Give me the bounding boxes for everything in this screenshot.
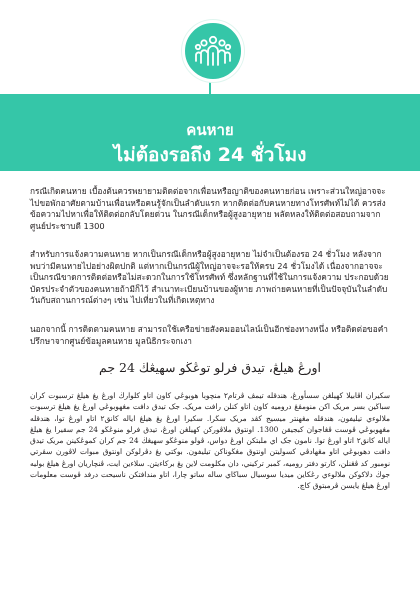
thai-paragraph-2: สำหรับการแจ้งความคนหาย หากเป็นกรณีเด็กหรือผู้สูงอายุหาย ไม่จำเป็นต้องรอ 24 ชั่วโมง หลังจากพบว่ามีคนหายไปอย่างผิดปกติ แต่หากเป็นกรณีผู้ใหญ่อาจจะรอให้ครบ 24 ชั่วโมงได้ เนื่องจากอาจจะเป็นกรณีขาดการติดต่อหรือไม่สะดวกในการใช้โทรศัพท์ ซึ่งหลักฐานที่ใช้ในการแจ้งความ ประกอบด้วย บัตรประจำตัวของคนหายถ้ามีก็ไว้ สำเนาทะเบียนบ้านของผู้หาย ภาพถ่ายคนหายที่เป็นปัจจุบันในลำดับวันกับสถานการณ์ต่างๆ เช่น ไปเที่ยวในที่เกิดเหตุทาง — [30, 249, 389, 306]
page-title-line2: ไม่ต้องรอถึง 24 ชั่วโมง — [113, 144, 307, 166]
page-title-line1: คนหาย — [186, 121, 234, 139]
thai-paragraph-1: กรณีเกิดคนหาย เบื้องต้นควรพยายามติดต่อจากเพื่อนหรือญาติของคนหายก่อน เพราะส่วนใหญ่อาจจะไปขอพักอาศัยตามบ้านเพื่อนหรือคนรู้จักเป็นลำดับแรก หากติดต่อกับคนหายทางโทรศัพท์ไม่ได้ ควรส่งข้อความไปหาเพื่อให้ติดต่อกลับโดยด่วน ในกรณีเด็กหรือผู้สูงอายุหาย พลัดหลงให้ติดต่อสอบถามจากศูนย์ประชาบดี 1300 — [30, 186, 386, 231]
jawi-heading: اورڠ هيلڠ، تيدق فرلو توڠڬو سهيڠڬ 24 جم — [99, 360, 321, 375]
people-group-icon — [182, 20, 244, 82]
jawi-paragraph: سکيران اڤابيلا کهيلڠن سسأورڠ، هندقله تيمڤ ڤرتام٢ منچوبا هوبوڠي کاون اتاو کلوارڬ اورڠ يڠ هيلڠ ترسبوت کران سباڬين بسر مريک اکن منومڤڠ دروميه کاون اتاو کنلن رافت مريک. جک تيدق دافت مڠهوبوڠي اورڠ يڠ هيلڠ ترسبوت ملالوءي تيليفون، هندقله مڠهنتر ميسيج کڤد مريک سڬرا. سکيرا اورڠ يڠ هيلڠ اياله کانق٢ اتاو اورڠ توا، هندقله مڠهوبوڠي ڤوست ڤڠاجوان کبجيقن 1300. اونتوق ملاڤورکن کهيلڠن اورڠ، تيدق فرلو منوڠڬو 24 جم سقيرا يڠ هيلڠ اياله کانق٢ اتاو اورڠ توا. نامون جک اي ملبتکن اورڠ دواس، ڤولو منوڠڬو سهيڠڬ 24 جم کران کموڠکينن مريک تيدق دافت دهوبوڠي اتاو مڠهادڤي کسوليتن اونتوق مڠڬوناکن تيليفون. بوکتي يڠ دڤرلوکن اونتوق مبوات لاڤورن سڤرتي نومبور کد ڤڠنلن، کارتو دفتر روميه، ڬمبر ترکيني، دان مکلومت لاين يڠ برکاءيتن. سلاءين ايت، ڤنچاريان اورڠ هيلڠ بوليه جوڬ دلاکوکن ملالوءي رڠکاين ميديا سوسيال سباڬاي ساله ساتو چارا، اتاو مندافتکن ناسيحت درفد ڤوست معلومات اورڠ هيلڠ يايسن ڤرمبتوق کاچ. — [30, 391, 391, 491]
thai-paragraph-3: นอกจากนี้ การติดตามคนหาย สามารถใช้เครือข่ายสังคมออนไลน์เป็นอีกช่องทางหนึ่ง หรือติดต่อขอคำปรึกษาจากศูนย์ข้อมูลคนหาย มูลนิธิกระจกเงา — [30, 324, 388, 346]
